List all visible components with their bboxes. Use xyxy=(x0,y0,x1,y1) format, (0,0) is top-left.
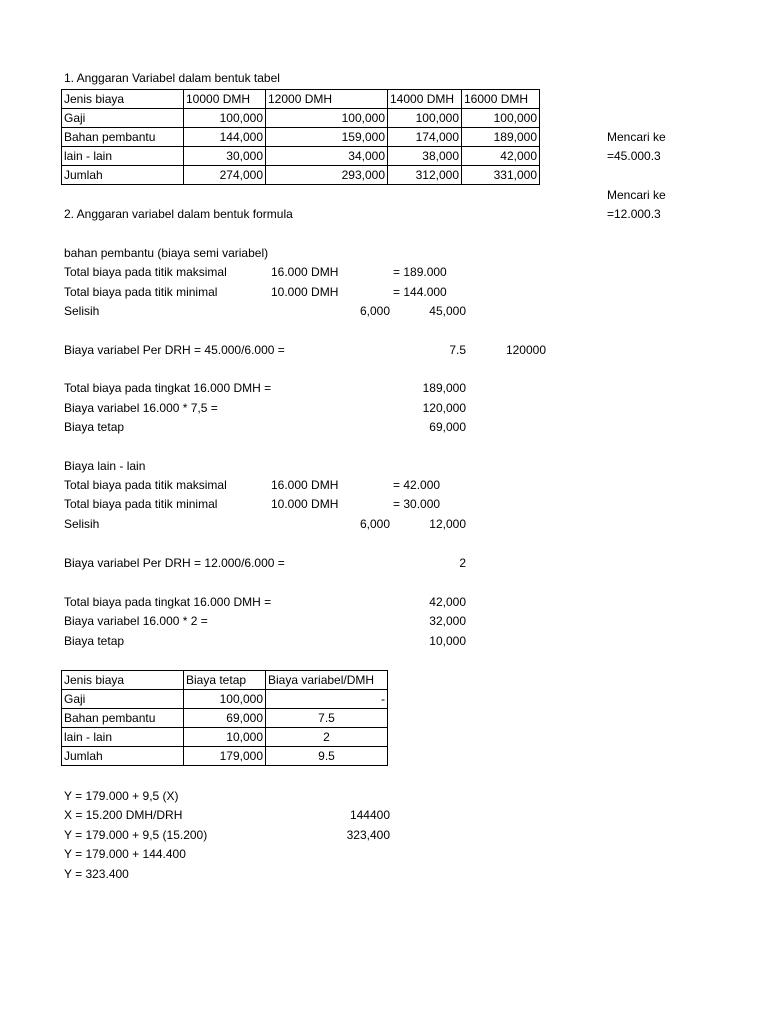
table-cell: Jumlah xyxy=(62,166,184,185)
formula-line-4: Y = 179.000 + 144.400 xyxy=(64,847,186,861)
table-cell: 9.5 xyxy=(266,747,388,766)
table-cell: 331,000 xyxy=(462,166,540,185)
lain-fixed-value: 10,000 xyxy=(429,634,466,648)
bahan-min-dmh: 10.000 DMH xyxy=(271,285,339,299)
bahan-variable-label: Biaya variabel Per DRH = 45.000/6.000 = xyxy=(64,343,285,357)
lain-max-label: Total biaya pada titik maksimal xyxy=(64,478,227,492)
lain-min-label: Total biaya pada titik minimal xyxy=(64,497,218,511)
bahan-fixed-label: Biaya tetap xyxy=(64,420,125,434)
lain-variable-value: 2 xyxy=(459,556,466,570)
table-cell: Jumlah xyxy=(62,747,184,766)
table-cell: 100,000 xyxy=(184,109,266,128)
table-cell: - xyxy=(266,690,388,709)
bahan-selisih-value: 45,000 xyxy=(429,304,466,318)
table-cell: Bahan pembantu xyxy=(62,128,184,147)
bahan-varcost-label: Biaya variabel 16.000 * 7,5 = xyxy=(64,401,218,415)
lain-selisih-label: Selisih xyxy=(64,517,100,531)
side-note-label: Mencari ke xyxy=(607,188,666,202)
formula-line-5: Y = 323.400 xyxy=(64,867,129,881)
bahan-total-value: 189,000 xyxy=(422,381,466,395)
table-cell: 100,000 xyxy=(462,109,540,128)
lain-fixed-label: Biaya tetap xyxy=(64,634,125,648)
table-cell: 100,000 xyxy=(184,690,266,709)
table-row xyxy=(62,690,388,709)
variable-budget-table xyxy=(61,89,540,185)
formula-line-3: Y = 179.000 + 9,5 (15.200) xyxy=(64,828,208,842)
table-row xyxy=(62,109,540,128)
table-header-cell: Jenis biaya xyxy=(62,671,184,690)
side-note-label: Mencari ke xyxy=(607,130,666,144)
table-cell: Gaji xyxy=(62,690,184,709)
table-cell: 10,000 xyxy=(184,728,266,747)
table-cell: 38,000 xyxy=(388,147,462,166)
table-cell: 69,000 xyxy=(184,709,266,728)
table-row xyxy=(62,147,540,166)
lain-min-dmh: 10.000 DMH xyxy=(271,497,339,511)
table-cell: 189,000 xyxy=(462,128,540,147)
bahan-heading: bahan pembantu (biaya semi variabel) xyxy=(64,246,269,260)
summary-table xyxy=(61,670,388,766)
bahan-min-label: Total biaya pada titik minimal xyxy=(64,285,218,299)
table-cell: 312,000 xyxy=(388,166,462,185)
lain-heading: Biaya lain - lain xyxy=(64,459,146,473)
lain-selisih-value: 12,000 xyxy=(429,517,466,531)
table-header-cell: Biaya tetap xyxy=(184,671,266,690)
side-note-value: =45.000.3 xyxy=(607,149,661,163)
table-row xyxy=(62,128,540,147)
bahan-variable-extra: 120000 xyxy=(505,343,546,357)
table-cell: 274,000 xyxy=(184,166,266,185)
lain-total-label: Total biaya pada tingkat 16.000 DMH = xyxy=(64,595,272,609)
table-header-cell: 12000 DMH xyxy=(266,90,388,109)
table-cell: 100,000 xyxy=(266,109,388,128)
table-header-row xyxy=(62,671,388,690)
bahan-variable-value: 7.5 xyxy=(449,343,466,357)
lain-varcost-label: Biaya variabel 16.000 * 2 = xyxy=(64,614,208,628)
bahan-selisih-dmh: 6,000 xyxy=(359,304,390,318)
table-cell: 30,000 xyxy=(184,147,266,166)
formula-line-3-value: 323,400 xyxy=(346,828,390,842)
lain-selisih-dmh: 6,000 xyxy=(359,517,390,531)
table-cell: 293,000 xyxy=(266,166,388,185)
table-cell: 34,000 xyxy=(266,147,388,166)
lain-min-value: = 30.000 xyxy=(393,497,441,511)
table-cell: 159,000 xyxy=(266,128,388,147)
table-cell: 42,000 xyxy=(462,147,540,166)
table-cell: lain - lain xyxy=(62,728,184,747)
side-note-value: =12.000.3 xyxy=(607,207,661,221)
table-row xyxy=(62,747,388,766)
table-cell: Bahan pembantu xyxy=(62,709,184,728)
table-header-row xyxy=(62,90,540,109)
lain-variable-label: Biaya variabel Per DRH = 12.000/6.000 = xyxy=(64,556,285,570)
table-header-cell: 10000 DMH xyxy=(184,90,266,109)
bahan-fixed-value: 69,000 xyxy=(429,420,466,434)
table-header-cell: Jenis biaya xyxy=(62,90,184,109)
bahan-max-dmh: 16.000 DMH xyxy=(271,265,339,279)
table-row xyxy=(62,709,388,728)
table-header-cell: Biaya variabel/DMH xyxy=(266,671,388,690)
table-cell: 7.5 xyxy=(266,709,388,728)
bahan-min-value: = 144.000 xyxy=(393,285,447,299)
formula-line-2: X = 15.200 DMH/DRH xyxy=(64,808,183,822)
bahan-max-value: = 189.000 xyxy=(393,265,447,279)
formula-line-2-value: 144400 xyxy=(349,808,390,822)
table-cell: Gaji xyxy=(62,109,184,128)
formula-line-1: Y = 179.000 + 9,5 (X) xyxy=(64,789,179,803)
table-cell: lain - lain xyxy=(62,147,184,166)
table-cell: 174,000 xyxy=(388,128,462,147)
section1-title: 1. Anggaran Variabel dalam bentuk tabel xyxy=(64,71,280,85)
lain-total-value: 42,000 xyxy=(429,595,466,609)
table-header-cell: 14000 DMH xyxy=(388,90,462,109)
table-header-cell: 16000 DMH xyxy=(462,90,540,109)
section2-title: 2. Anggaran variabel dalam bentuk formula xyxy=(64,207,293,221)
table-cell: 2 xyxy=(266,728,388,747)
table-row xyxy=(62,728,388,747)
table-cell: 144,000 xyxy=(184,128,266,147)
table-row xyxy=(62,166,540,185)
bahan-selisih-label: Selisih xyxy=(64,304,100,318)
bahan-varcost-value: 120,000 xyxy=(422,401,466,415)
lain-max-dmh: 16.000 DMH xyxy=(271,478,339,492)
lain-max-value: = 42.000 xyxy=(393,478,441,492)
bahan-total-label: Total biaya pada tingkat 16.000 DMH = xyxy=(64,381,272,395)
table-cell: 179,000 xyxy=(184,747,266,766)
bahan-max-label: Total biaya pada titik maksimal xyxy=(64,265,227,279)
lain-varcost-value: 32,000 xyxy=(429,614,466,628)
table-cell: 100,000 xyxy=(388,109,462,128)
